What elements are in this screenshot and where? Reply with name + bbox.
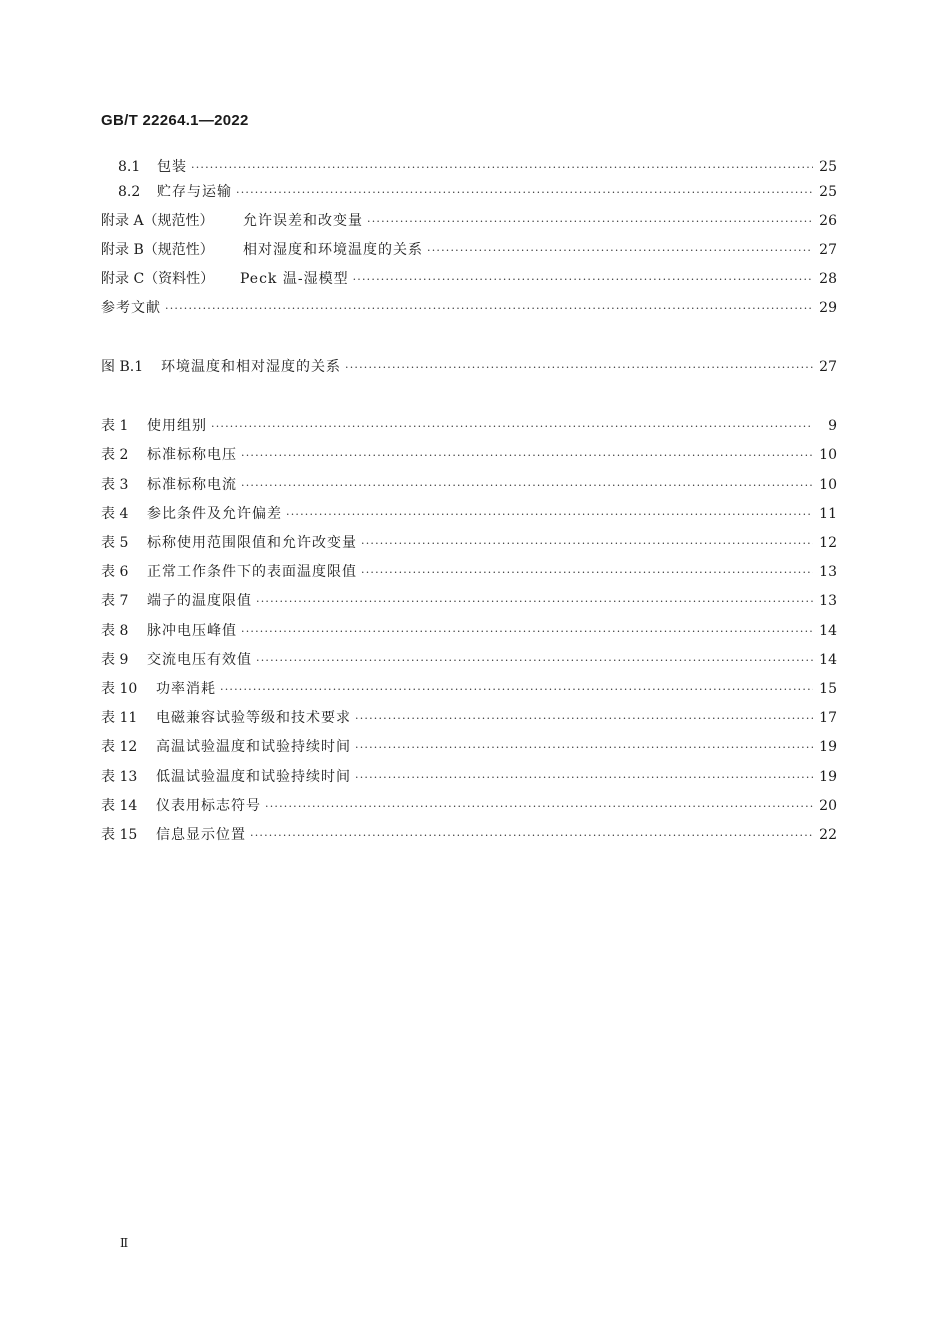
standard-code: GB/T 22264.1—2022 xyxy=(101,112,249,129)
table-entry-number: 表 3 xyxy=(101,477,129,493)
table-entry-number: 表 11 xyxy=(101,710,138,726)
toc-entry-number: 8.1 xyxy=(118,159,141,175)
dot-leader xyxy=(355,767,813,789)
toc-entry-page: 26 xyxy=(819,213,837,229)
table-entry-page: 11 xyxy=(819,506,837,522)
table-entry[interactable] xyxy=(101,503,837,525)
table-entry-number: 表 2 xyxy=(101,447,129,463)
table-entry-title: 标准标称电流 xyxy=(147,477,237,493)
table-entry[interactable] xyxy=(101,824,837,846)
table-entry-title: 信息显示位置 xyxy=(156,827,246,843)
table-entry-page: 13 xyxy=(819,593,837,609)
table-entry-number: 表 8 xyxy=(101,623,129,639)
table-entry[interactable] xyxy=(101,532,837,554)
dot-leader xyxy=(220,679,813,701)
table-entry-page: 19 xyxy=(819,769,837,785)
table-entry-page: 14 xyxy=(819,652,837,668)
table-entry-title: 标准标称电压 xyxy=(147,447,237,463)
toc-entry-page: 25 xyxy=(819,159,837,175)
table-entry-number: 表 14 xyxy=(101,798,138,814)
dot-leader xyxy=(361,562,813,584)
dot-leader xyxy=(241,475,813,497)
dot-leader xyxy=(191,157,813,179)
table-entry-number: 表 15 xyxy=(101,827,138,843)
dot-leader xyxy=(355,737,813,759)
table-entry-title: 脉冲电压峰值 xyxy=(147,623,237,639)
table-entry-number: 表 7 xyxy=(101,593,129,609)
table-entry-title: 使用组别 xyxy=(147,418,207,434)
table-entry-number: 表 10 xyxy=(101,681,138,697)
dot-leader xyxy=(241,445,813,467)
figure-entry[interactable] xyxy=(101,356,837,378)
dot-leader xyxy=(353,269,813,291)
toc-entry-number: 附录 B（规范性） xyxy=(101,242,214,258)
toc-entry-page: 28 xyxy=(819,271,837,287)
table-entry-title: 仪表用标志符号 xyxy=(156,798,261,814)
dot-leader xyxy=(256,650,813,672)
toc-entry-page: 29 xyxy=(819,300,837,316)
table-entry-title: 功率消耗 xyxy=(156,681,216,697)
table-entry[interactable] xyxy=(101,415,837,437)
table-entry-number: 表 1 xyxy=(101,418,129,434)
toc-entry-title: Peck 温-湿模型 xyxy=(240,271,349,287)
toc-entry-title: 允许误差和改变量 xyxy=(243,213,363,229)
toc-entry[interactable] xyxy=(101,239,837,261)
toc-entry-page: 27 xyxy=(819,242,837,258)
table-entry-page: 14 xyxy=(819,623,837,639)
table-entry[interactable] xyxy=(101,736,837,758)
table-entry-number: 表 13 xyxy=(101,769,138,785)
table-entry-title: 低温试验温度和试验持续时间 xyxy=(156,769,351,785)
dot-leader xyxy=(345,357,813,379)
toc-entry[interactable] xyxy=(118,156,837,178)
table-entry-number: 表 4 xyxy=(101,506,129,522)
table-entry[interactable] xyxy=(101,766,837,788)
figure-entry-page: 27 xyxy=(819,359,837,375)
figure-entry-number: 图 B.1 xyxy=(101,359,144,375)
table-entry-page: 15 xyxy=(819,681,837,697)
dot-leader xyxy=(286,504,813,526)
table-entry-page: 9 xyxy=(828,418,837,434)
table-entry-title: 参比条件及允许偏差 xyxy=(147,506,282,522)
dot-leader xyxy=(265,796,813,818)
table-entry-title: 标称使用范围限值和允许改变量 xyxy=(147,535,357,551)
table-entry[interactable] xyxy=(101,590,837,612)
figure-entry-title: 环境温度和相对湿度的关系 xyxy=(161,359,341,375)
toc-entry-number: 附录 C（资料性） xyxy=(101,271,215,287)
table-entry-page: 17 xyxy=(819,710,837,726)
table-entry-title: 高温试验温度和试验持续时间 xyxy=(156,739,351,755)
toc-entry[interactable] xyxy=(101,297,837,319)
table-entry-page: 19 xyxy=(819,739,837,755)
table-entry-number: 表 12 xyxy=(101,739,138,755)
table-entry-page: 10 xyxy=(819,447,837,463)
toc-entry-title: 参考文献 xyxy=(101,300,161,316)
table-entry[interactable] xyxy=(101,678,837,700)
toc-entry-number: 附录 A（规范性） xyxy=(101,213,214,229)
dot-leader xyxy=(427,240,813,262)
table-entry-page: 10 xyxy=(819,477,837,493)
dot-leader xyxy=(236,182,813,204)
table-entry[interactable] xyxy=(101,795,837,817)
table-entry[interactable] xyxy=(101,561,837,583)
table-entry[interactable] xyxy=(101,444,837,466)
toc-entry[interactable] xyxy=(101,268,837,290)
dot-leader xyxy=(361,533,813,555)
dot-leader xyxy=(250,825,813,847)
table-entry-page: 22 xyxy=(819,827,837,843)
toc-entry-title: 贮存与运输 xyxy=(157,184,232,200)
table-entry-title: 电磁兼容试验等级和技术要求 xyxy=(156,710,351,726)
table-entry-page: 13 xyxy=(819,564,837,580)
table-entry-page: 12 xyxy=(819,535,837,551)
dot-leader xyxy=(367,211,813,233)
table-entry-title: 正常工作条件下的表面温度限值 xyxy=(147,564,357,580)
toc-entry-number: 8.2 xyxy=(118,184,141,200)
toc-entry-title: 包装 xyxy=(157,159,187,175)
dot-leader xyxy=(165,298,813,320)
toc-entry-page: 25 xyxy=(819,184,837,200)
dot-leader xyxy=(241,621,813,643)
table-entry-number: 表 9 xyxy=(101,652,129,668)
toc-entry[interactable] xyxy=(101,210,837,232)
table-entry[interactable] xyxy=(101,620,837,642)
table-entry[interactable] xyxy=(101,707,837,729)
table-entry[interactable] xyxy=(101,474,837,496)
table-entry-title: 端子的温度限值 xyxy=(147,593,252,609)
table-entry-title: 交流电压有效值 xyxy=(147,652,252,668)
dot-leader xyxy=(256,591,813,613)
table-entry[interactable] xyxy=(101,649,837,671)
dot-leader xyxy=(355,708,813,730)
toc-entry[interactable] xyxy=(118,181,837,203)
toc-entry-title: 相对湿度和环境温度的关系 xyxy=(243,242,423,258)
page-number: Ⅱ xyxy=(120,1236,129,1250)
table-entry-number: 表 5 xyxy=(101,535,129,551)
dot-leader xyxy=(211,416,813,438)
table-entry-page: 20 xyxy=(819,798,837,814)
table-entry-number: 表 6 xyxy=(101,564,129,580)
